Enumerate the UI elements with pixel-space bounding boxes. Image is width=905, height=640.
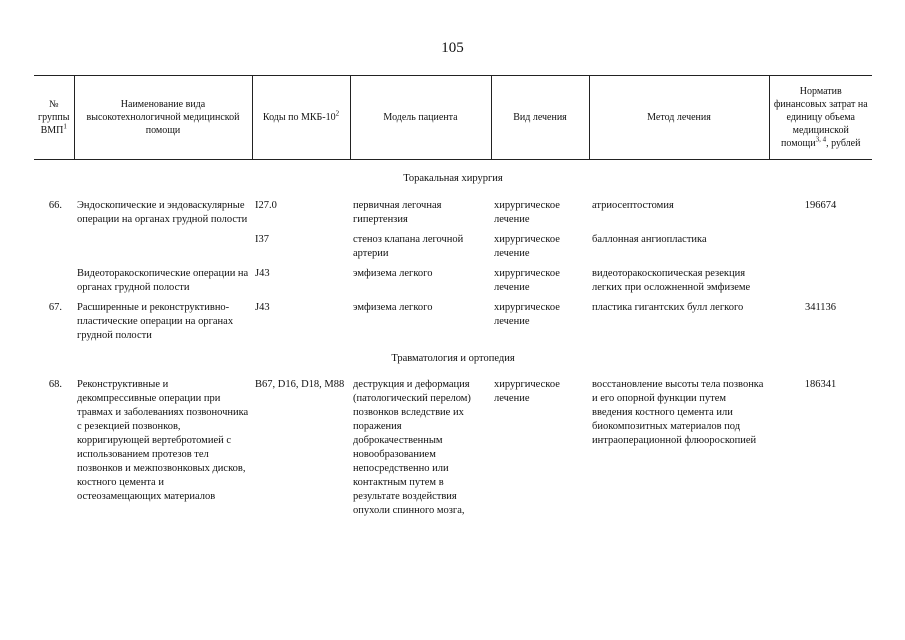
care-type-cell: Видеоторакоскопические операции на органах грудной полости (77, 267, 249, 293)
patient-model-cell: стеноз клапана легочной артерии (353, 233, 464, 259)
treatment-method-cell: баллонная ангиопластика (592, 233, 707, 245)
group-number: 66. (48, 199, 62, 211)
treatment-type-cell: хирургическое лечение (494, 301, 560, 327)
table-row (34, 196, 872, 230)
treatment-method-cell: пластика гигантских булл легкого (592, 301, 744, 313)
group-number: 68. (48, 379, 62, 391)
section-title-trauma: Травматология и ортопедия (391, 352, 515, 364)
page-number: 105 (441, 40, 464, 56)
treatment-method-cell: атриосептостомия (592, 199, 674, 211)
group-number: 67. (48, 301, 62, 313)
icd-code-cell: J43 (255, 267, 270, 279)
treatment-type-cell: хирургическое лечение (494, 199, 560, 225)
header-patient-model: Модель пациента (350, 76, 491, 160)
header-group-no: № группы ВМП$^1$ (34, 76, 74, 160)
cost-cell (769, 230, 872, 264)
section-row (34, 160, 872, 196)
header-care-type: Наименование вида высокотехнологичной медицинской помощи (74, 76, 252, 160)
patient-model-cell: эмфизема легкого (353, 267, 433, 279)
table-header-row (34, 76, 872, 160)
patient-model-cell: первичная легочная гипертензия (353, 199, 442, 225)
table-row (34, 230, 872, 264)
header-cost: Норматив финансовых затрат на единицу объема медицинской помощи$^{3, 4}$, рублей (769, 76, 872, 160)
treatment-type-cell: хирургическое лечение (494, 267, 560, 293)
icd-code-cell: I27.0 (255, 199, 277, 211)
care-type-cell: Реконструктивные и декомпрессивные операции при травмах и заболеваниях позвоночника с резекцией позвонков, корригирующей вертебротомией с использованием протезов тел позвонков и межпозвонковых дисков, костного цемента и остеозамещающих материалов (77, 379, 249, 503)
treatment-method-cell: видеоторакоскопическая резекция легких при осложненной эмфиземе (592, 267, 751, 293)
icd-code-cell: I37 (255, 233, 269, 245)
patient-model-cell: деструкция и деформация (патологический перелом) позвонков вследствие их поражения доброкачественным новообразованием непосредственно или контактным путем в результате воздействия опухоли спинного мозга, (353, 379, 471, 517)
care-type-cell: Эндоскопические и эндоваскулярные операции на органах грудной полости (77, 199, 248, 225)
header-treatment-type: Вид лечения (491, 76, 589, 160)
table-row (34, 298, 872, 346)
care-type-cell: Расширенные и реконструктивно-пластические операции на органах грудной полости (77, 301, 234, 341)
icd-code-cell: J43 (255, 301, 270, 313)
cost-cell: 196674 (804, 199, 837, 211)
treatment-type-cell: хирургическое лечение (494, 379, 560, 405)
group-number (34, 264, 74, 298)
group-number (34, 230, 74, 264)
icd-code-cell: B67, D16, D18, M88 (255, 379, 345, 391)
header-icd-codes: Коды по МКБ-$10^2$ (252, 76, 350, 160)
cost-cell: 341136 (804, 301, 837, 313)
table-row (34, 264, 872, 298)
section-row (34, 346, 872, 376)
vmp-table (34, 75, 872, 521)
header-treatment-method: Метод лечения (589, 76, 769, 160)
care-type-cell (74, 230, 252, 264)
cost-cell: 186341 (804, 379, 837, 391)
cost-cell (769, 264, 872, 298)
treatment-type-cell: хирургическое лечение (494, 233, 560, 259)
patient-model-cell: эмфизема легкого (353, 301, 433, 313)
section-title-thoracic: Торакальная хирургия (403, 173, 503, 184)
table-row (34, 375, 872, 521)
treatment-method-cell: восстановление высоты тела позвонка и его опорной функции путем введения костного цемента или биокомпозитных материалов под интраоперационной флюороскопией (592, 379, 764, 447)
